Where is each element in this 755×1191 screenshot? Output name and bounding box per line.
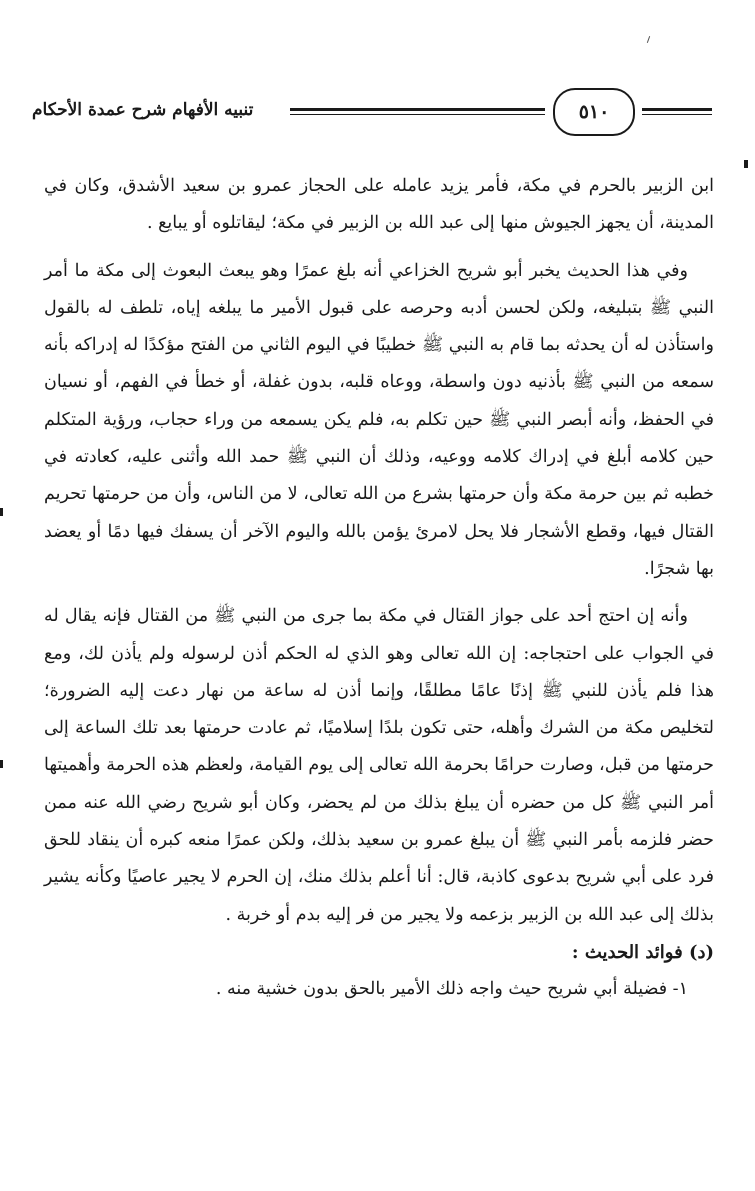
margin-mark <box>744 160 748 168</box>
section-title: (د) فوائد الحديث : <box>571 941 714 963</box>
paragraph-1: ابن الزبير بالحرم في مكة، فأمر يزيد عامله على الحجاز عمرو بن سعيد الأشدق، وكان في المدينة، أن يجهز الجيوش منها إلى عبد الله بن الزبير في مكة؛ ليقاتلوه أو يبايع . <box>44 176 714 234</box>
paragraph-gap <box>44 588 714 598</box>
book-title: تنبيه الأفهام شرح عمدة الأحكام <box>32 100 254 120</box>
scan-tick-mark <box>647 36 650 43</box>
header-rule-left-thin <box>290 114 545 115</box>
paragraph-2: وفي هذا الحديث يخبر أبو شريح الخزاعي أنه بلغ عمرًا وهو يبعث البعوث إلى مكة ما أمر النبي ﷺ بتبليغه، ولكن لحسن أدبه وحرصه على قبول الأمير ما يبلغه إياه، تلطف له بالقول واستأذن له أن يحدثه بما قام به النبي ﷺ خطيبًا في اليوم الثاني من الفتح مؤكدًا له إدراكه بأنه سمعه من النبي ﷺ بأذنيه دون واسطة، ووعاه قلبه، بدون غفلة، أو خطأ في الفهم، أو نسيان في الحفظ، وأنه أبصر النبي ﷺ حين تكلم به، فلم يكن يسمعه من وراء حجاب، ورؤية المتكلم حين كلامه أبلغ في إدراك كلامه ووعيه، وذلك أن النبي ﷺ حمد الله وأثنى عليه، كعادته في خطبه ثم بين حرمة مكة وأن حرمتها بشرع من الله تعالى، لا من الناس، وأن من حرمتها تحريم القتال فيها، وقطع الأشجار فلا يحل لامرئ يؤمن بالله واليوم الآخر أن يسفك فيها دمًا أو يعضد بها شجرًا. <box>44 260 714 579</box>
list-item-1: ١- فضيلة أبي شريح حيث واجه ذلك الأمير بالحق بدون خشية منه . <box>215 979 688 1000</box>
page-header <box>32 88 712 138</box>
header-rule-right <box>642 108 712 111</box>
margin-mark <box>0 760 3 768</box>
page-number: ٥١٠ <box>553 88 635 136</box>
paragraph-gap <box>44 243 714 253</box>
header-rule-left <box>290 108 545 111</box>
margin-mark <box>0 508 3 516</box>
page-body <box>44 168 714 1009</box>
paragraph-3: وأنه إن احتج أحد على جواز القتال في مكة بما جرى من النبي ﷺ من القتال فإنه يقال له في الجواب على احتجاجه: إن الله تعالى وهو الذي له الحكم أذن لرسوله ولم يأذن لك، ومع هذا فلم يأذن للنبي ﷺ إذنًا عامًا مطلقًا، وإنما أذن له ساعة من نهار دعت إليه الضرورة؛ لتخليص مكة من الشرك وأهله، حتى تكون بلدًا إسلاميًا، ثم عادت حرمتها بعد تلك الساعة إلى حرمتها من قبل، وصارت حرامًا بحرمة الله تعالى إلى يوم القيامة، ولعظم هذه الحرمة وأهميتها أمر النبي ﷺ كل من حضره أن يبلغ بذلك من لم يحضر، وكان أبو شريح رضي الله عنه ممن حضر فلزمه بأمر النبي ﷺ أن يبلغ عمرو بن سعيد بذلك، ولكن عمرًا منعه كبره أن ينقاد للحق فرد على أبي شريح بدعوى كاذبة، قال: أنا أعلم بذلك منك، إن الحرم لا يجير عاصيًا وكأنه يشير بذلك إلى عبد الله بن الزبير بزعمه ولا يجير من فر إليه بدم أو خربة . <box>44 606 714 925</box>
header-rule-right-thin <box>642 114 712 115</box>
